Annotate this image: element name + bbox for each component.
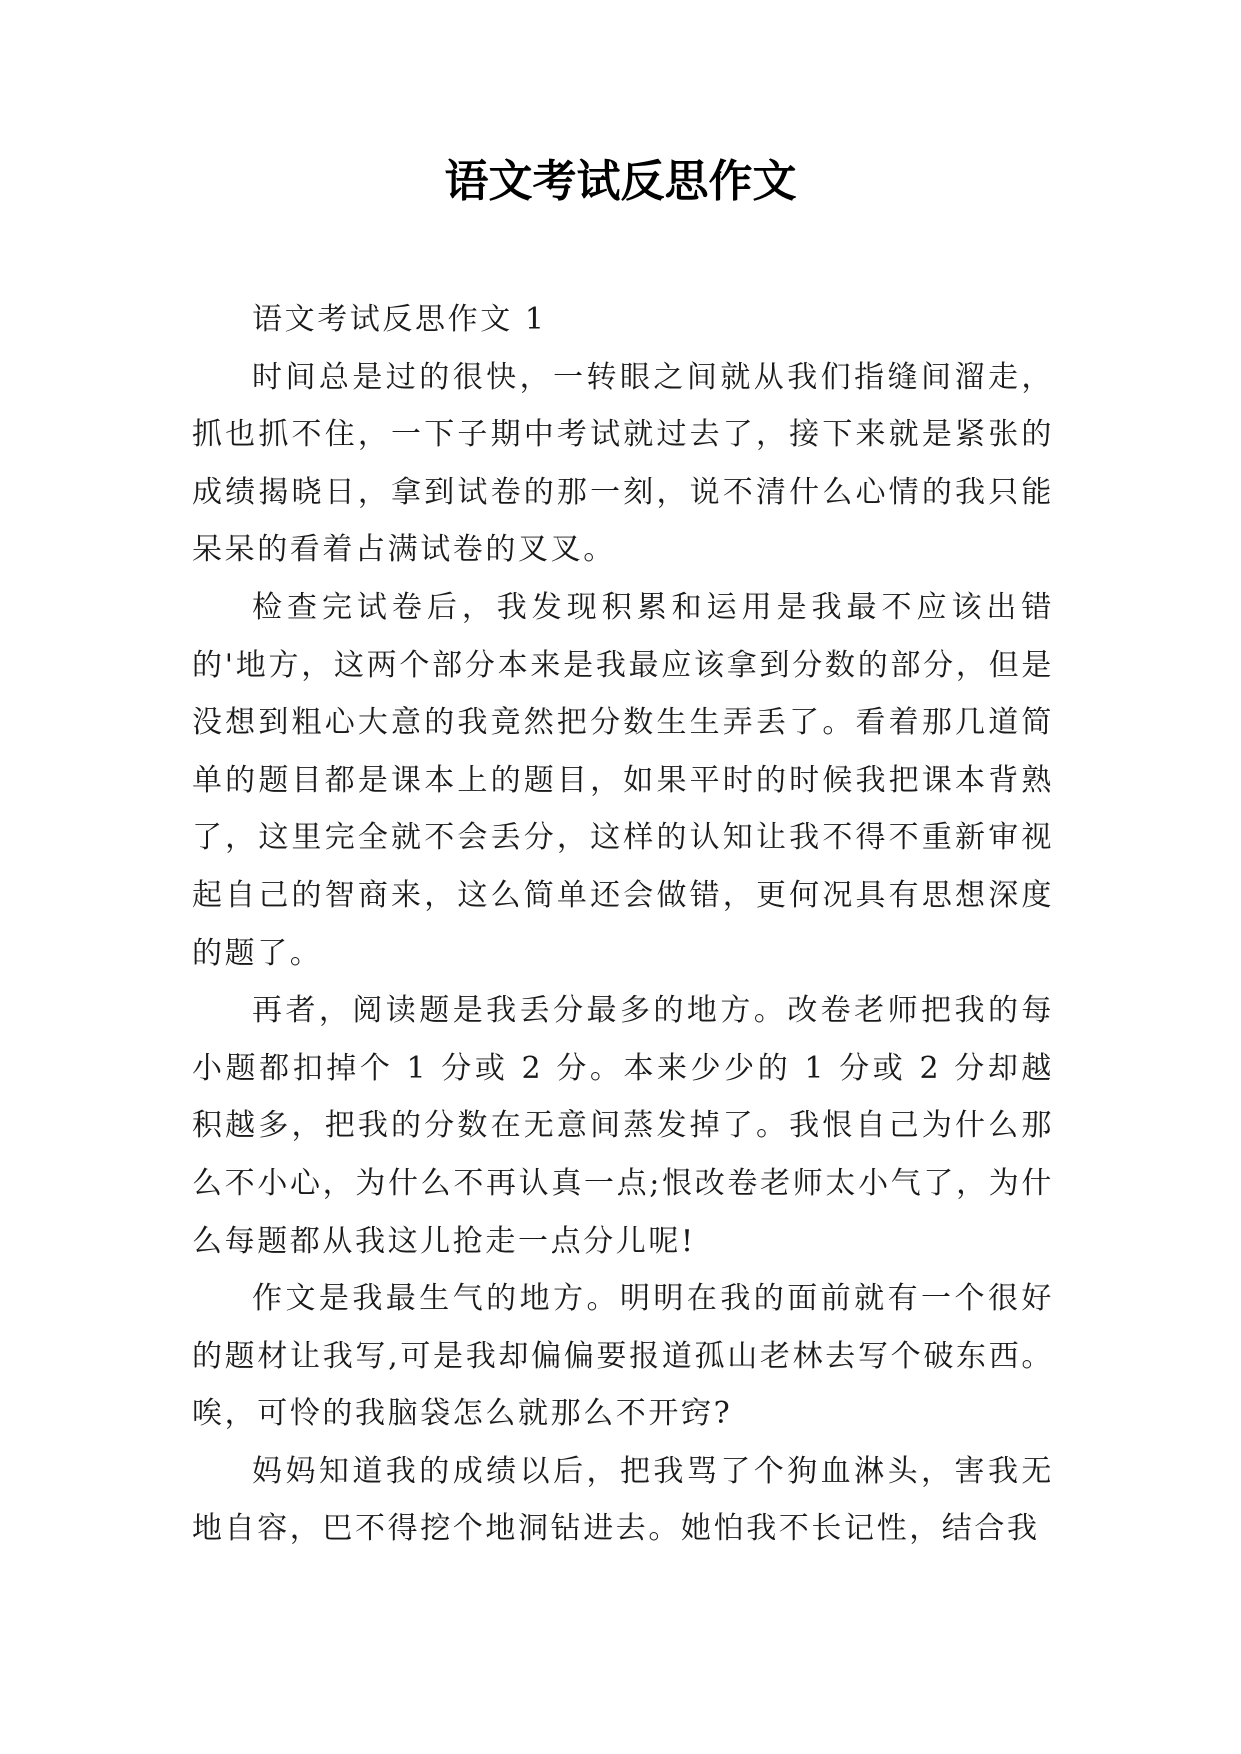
paragraph-2: 检查完试卷后，我发现积累和运用是我最不应该出错的'地方，这两个部分本来是我最应该拿到分数的部分，但是没想到粗心大意的我竟然把分数生生弄丢了。看着那几道简单的题目都是课本上的题目，如果平时的时候我把课本背熟了，这里完全就不会丢分，这样的认知让我不得不重新审视起自己的智商来，这么简单还会做错，更何况具有思想深度的题了。 bbox=[192, 589, 1054, 971]
document-body bbox=[192, 291, 1054, 1558]
section-heading: 语文考试反思作文 1 bbox=[252, 302, 547, 337]
paragraph-1: 时间总是过的很快，一转眼之间就从我们指缝间溜走，抓也抓不住，一下子期中考试就过去了，接下来就是紧张的成绩揭晓日，拿到试卷的那一刻，说不清什么心情的我只能呆呆的看着占满试卷的叉叉。 bbox=[192, 359, 1054, 568]
paragraph-5: 妈妈知道我的成绩以后，把我骂了个狗血淋头，害我无地自容，巴不得挖个地洞钻进去。她怕我不长记性，结合我 bbox=[192, 1453, 1054, 1547]
paragraph-3: 再者，阅读题是我丢分最多的地方。改卷老师把我的每小题都扣掉个 1 分或 2 分。本来少少的 1 分或 2 分却越积越多，把我的分数在无意间蒸发掉了。我恨自己为什么那么不小心，为什么不再认真一点;恨改卷老师太小气了，为什么每题都从我这儿抢走一点分儿呢! bbox=[192, 993, 1054, 1259]
paragraph-4: 作文是我最生气的地方。明明在我的面前就有一个很好的题材让我写,可是我却偏偏要报道孤山老林去写个破东西。唉，可怜的我脑袋怎么就那么不开窍? bbox=[192, 1281, 1054, 1432]
page-title: 语文考试反思作文 bbox=[444, 156, 797, 207]
